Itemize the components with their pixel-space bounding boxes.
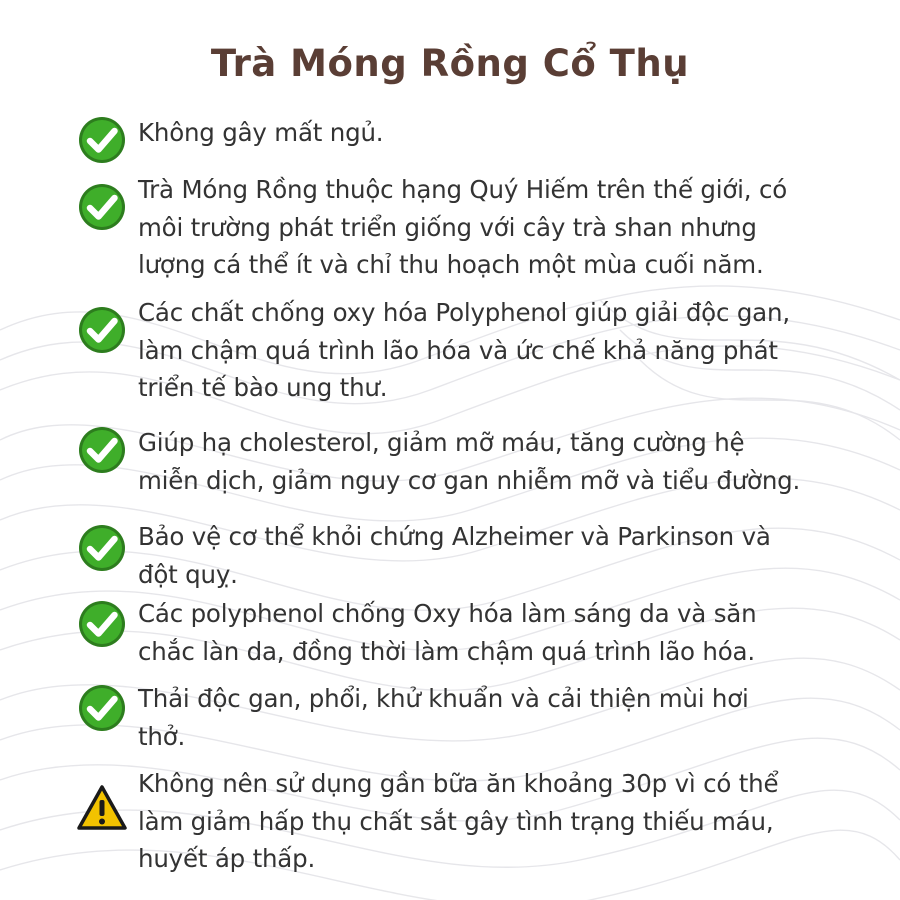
list-item-text: Không gây mất ngủ. bbox=[138, 118, 384, 147]
list-item-text: Không nên sử dụng gần bữa ăn khoảng 30p vì có thể làm giảm hấp thụ chất sắt gây tình trạng thiếu máu, huyết áp thấp. bbox=[138, 769, 779, 873]
check-circle-icon bbox=[76, 304, 128, 356]
list-item-text: Giúp hạ cholesterol, giảm mỡ máu, tăng cường hệ miễn dịch, giảm nguy cơ gan nhiễm mỡ và tiểu đường. bbox=[138, 428, 801, 495]
list-item-text: Các polyphenol chống Oxy hóa làm sáng da và săn chắc làn da, đồng thời làm chậm quá trình lão hóa. bbox=[138, 599, 757, 666]
list-item-text: Bảo vệ cơ thể khỏi chứng Alzheimer và Parkinson và đột quỵ. bbox=[138, 522, 771, 589]
check-circle-icon bbox=[76, 598, 128, 650]
warning-triangle-icon bbox=[76, 782, 128, 834]
check-circle-icon bbox=[76, 114, 128, 166]
check-circle-icon bbox=[76, 424, 128, 476]
list-item-text: Thải độc gan, phổi, khử khuẩn và cải thiện mùi hơi thở. bbox=[138, 684, 749, 751]
page-title: Trà Móng Rồng Cổ Thụ bbox=[210, 42, 690, 85]
list-item-text: Trà Móng Rồng thuộc hạng Quý Hiếm trên thế giới, có môi trường phát triển giống với cây trà shan nhưng lượng cá thể ít và chỉ thu hoạch một mùa cuối năm. bbox=[138, 175, 788, 279]
check-circle-icon bbox=[76, 522, 128, 574]
check-circle-icon bbox=[76, 181, 128, 233]
check-circle-icon bbox=[76, 682, 128, 734]
list-item-text: Các chất chống oxy hóa Polyphenol giúp giải độc gan, làm chậm quá trình lão hóa và ức chế khả năng phát triển tế bào ung thư. bbox=[138, 298, 790, 402]
